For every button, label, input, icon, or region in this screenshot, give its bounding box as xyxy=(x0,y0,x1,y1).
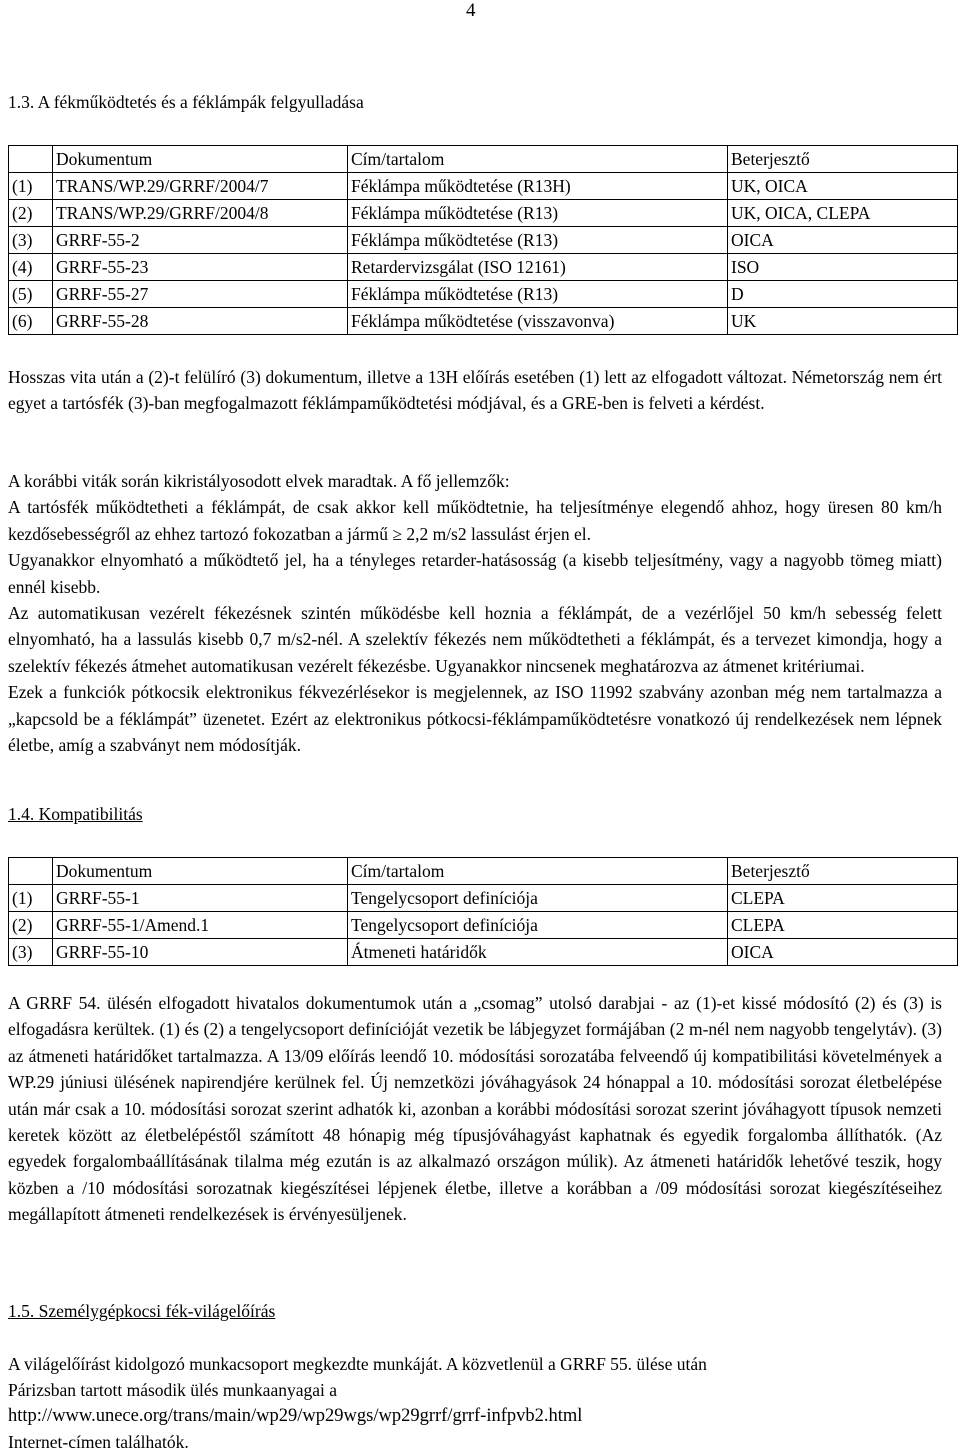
table-cell-submitter: ISO xyxy=(728,254,958,281)
page-number: 4 xyxy=(466,0,476,21)
documents-table-1-4 xyxy=(8,857,958,966)
table-cell xyxy=(9,858,53,885)
table-header-submitter: Beterjesztő xyxy=(728,858,958,885)
table-header-title: Cím/tartalom xyxy=(348,858,728,885)
table-header-row xyxy=(9,146,958,173)
table-cell-submitter: D xyxy=(728,281,958,308)
table-cell-submitter: UK, OICA xyxy=(728,173,958,200)
table-header-document: Dokumentum xyxy=(53,858,348,885)
paragraph-line: A tartósfék működtetheti a féklámpát, de csak akkor kell működtetnie, ha teljesítménye elegendő ahhoz, hogy üresen 80 km/h kezdősebességről az ehhez tartozó fokozatban a jármű ≥ 2,2 m/s2 lassulást érjen el. xyxy=(8,497,942,544)
table-header-document: Dokumentum xyxy=(53,146,348,173)
paragraph-line: Internet-címen találhatók. xyxy=(8,1432,189,1452)
table-header-title: Cím/tartalom xyxy=(348,146,728,173)
table-cell-submitter: UK xyxy=(728,308,958,335)
table-cell-title: Féklámpa működtetése (R13) xyxy=(348,200,728,227)
paragraph-line: Párizsban tartott második ülés munkaanyagai a xyxy=(8,1380,338,1400)
table-cell-number: (1) xyxy=(9,173,53,200)
table-cell-number: (2) xyxy=(9,200,53,227)
table-cell-document: GRRF-55-27 xyxy=(53,281,348,308)
table-cell-number: (2) xyxy=(9,912,53,939)
table-row xyxy=(9,939,958,966)
table-row xyxy=(9,227,958,254)
table-cell-document: GRRF-55-1/Amend.1 xyxy=(53,912,348,939)
table-cell-number: (6) xyxy=(9,308,53,335)
table-cell-document: GRRF-55-28 xyxy=(53,308,348,335)
table-cell-number: (4) xyxy=(9,254,53,281)
table-cell-document: GRRF-55-10 xyxy=(53,939,348,966)
table-cell-title: Retardervizsgálat (ISO 12161) xyxy=(348,254,728,281)
paragraph-line: Ezek a funkciók pótkocsik elektronikus fékvezérlésekor is megjelennek, az ISO 11992 szabvány azonban még nem tartalmazza a „kapcsold be a féklámpát” üzenetet. Ezért az elektronikus pótkocsi-féklámpaműködtetésre vonatkozó új rendelkezések nem lépnek életbe, amíg a szabványt nem módosítják. xyxy=(8,682,942,756)
table-cell-title: Tengelycsoport definíciója xyxy=(348,885,728,912)
table-cell xyxy=(9,146,53,173)
table-cell-number: (3) xyxy=(9,939,53,966)
table-cell-submitter: UK, OICA, CLEPA xyxy=(728,200,958,227)
table-cell-document: GRRF-55-1 xyxy=(53,885,348,912)
table-cell-title: Féklámpa működtetése (visszavonva) xyxy=(348,308,728,335)
paragraph-text: Hosszas vita után a (2)-t felülíró (3) dokumentum, illetve a 13H előírás esetében (1) lett az elfogadott változat. Németország nem ért egyet a tartósfék (3)-ban megfogalmazott féklámpaműködtetési módjával, és a GRE-ben is felveti a kérdést. xyxy=(8,367,942,414)
table-row xyxy=(9,885,958,912)
table-row xyxy=(9,308,958,335)
section-heading-1-5: 1.5. Személygépkocsi fék-világelőírás xyxy=(8,1301,276,1321)
section-heading-1-4: 1.4. Kompatibilitás xyxy=(8,804,143,824)
table-row xyxy=(9,281,958,308)
table-cell-document: TRANS/WP.29/GRRF/2004/7 xyxy=(53,173,348,200)
paragraph-text: A GRRF 54. ülésén elfogadott hivatalos dokumentumok után a „csomag” utolsó darabjai - az (1)-et kissé módosító (2) és (3) is elfogadásra kerültek. (1) és (2) a tengelycsoport definícióját vezetik be lábjegyzet formájában (2 m-nél nem nagyobb tengelytáv). (3) az átmeneti határidőket tartalmazza. A 13/09 előírás leendő 10. módosítási sorozatába felveendő új kompatibilitási követelmények a WP.29 júniusi ülésének napirendjére kerülnek fel. Új nemzetközi jóváhagyások 24 hónappal a 10. módosítási sorozat életbelépése után már csak a 10. módosítási sorozat szerint adhatók ki, azonban a korábbi módosítási sorozat szerint jóváhagyott típusok nemzeti keretek között az életbelépéstől számított 48 hónapig még típusjóváhagyást kaphatnak és egyedik forgalomba állíthatók. (Az egyedek forgalombaállításának tilalma még ezután is az alkalmazó országon múlik). Az átmeneti határidők lehetővé teszik, hogy közben a /10 módosítási sorozatnak kiegészítései lépjenek életbe, illetve a korábban a /09 módosítási sorozat kiegészítéseihez megállapított átmeneti rendelkezések is érvényesüljenek. xyxy=(8,993,942,1225)
table-cell-number: (1) xyxy=(9,885,53,912)
paragraph-principles xyxy=(8,468,942,758)
table-row xyxy=(9,200,958,227)
table-cell-document: TRANS/WP.29/GRRF/2004/8 xyxy=(53,200,348,227)
table-cell-document: GRRF-55-23 xyxy=(53,254,348,281)
paragraph-line: A világelőírást kidolgozó munkacsoport megkezdte munkáját. A közvetlenül a GRRF 55. ülése után xyxy=(8,1354,707,1374)
table-cell-submitter: CLEPA xyxy=(728,912,958,939)
documents-table-1-3 xyxy=(8,145,958,335)
table-cell-title: Féklámpa működtetése (R13H) xyxy=(348,173,728,200)
paragraph-compatibility xyxy=(8,990,942,1228)
table-row xyxy=(9,912,958,939)
url-link[interactable]: http://www.unece.org/trans/main/wp29/wp29wgs/wp29grrf/grrf-infpvb2.html xyxy=(8,1406,583,1426)
table-header-row xyxy=(9,858,958,885)
paragraph-line: A korábbi viták során kikristályosodott elvek maradtak. A fő jellemzők: xyxy=(8,471,510,491)
table-cell-submitter: OICA xyxy=(728,939,958,966)
table-cell-number: (3) xyxy=(9,227,53,254)
table-cell-title: Átmeneti határidők xyxy=(348,939,728,966)
section-heading-1-3: 1.3. A fékműködtetés és a féklámpák felgyulladása xyxy=(8,92,364,112)
paragraph-line: Ugyanakkor elnyomható a működtető jel, ha a tényleges retarder-hatásosság (a kisebb teljesítmény, vagy a nagyobb tömeg miatt) ennél kisebb. xyxy=(8,550,942,597)
table-cell-document: GRRF-55-2 xyxy=(53,227,348,254)
table-header-submitter: Beterjesztő xyxy=(728,146,958,173)
table-cell-number: (5) xyxy=(9,281,53,308)
table-cell-submitter: CLEPA xyxy=(728,885,958,912)
table-row xyxy=(9,173,958,200)
paragraph-line: Az automatikusan vezérelt fékezésnek szintén működésbe kell hoznia a féklámpát, de a vezérlőjel 50 km/h sebesség felett elnyomható, ha a lassulás kisebb 0,7 m/s2-nél. A szelektív fékezés nem működtetheti a féklámpát, és a tervezet kimondja, hogy a szelektív fékezés átmehet automatikusan vezérelt fékezésbe. Ugyanakkor nincsenek meghatározva az átmenet kritériumai. xyxy=(8,603,942,676)
paragraph-discussion xyxy=(8,364,942,417)
table-cell-title: Féklámpa működtetése (R13) xyxy=(348,227,728,254)
table-row xyxy=(9,254,958,281)
table-cell-title: Tengelycsoport definíciója xyxy=(348,912,728,939)
table-cell-submitter: OICA xyxy=(728,227,958,254)
table-cell-title: Féklámpa működtetése (R13) xyxy=(348,281,728,308)
